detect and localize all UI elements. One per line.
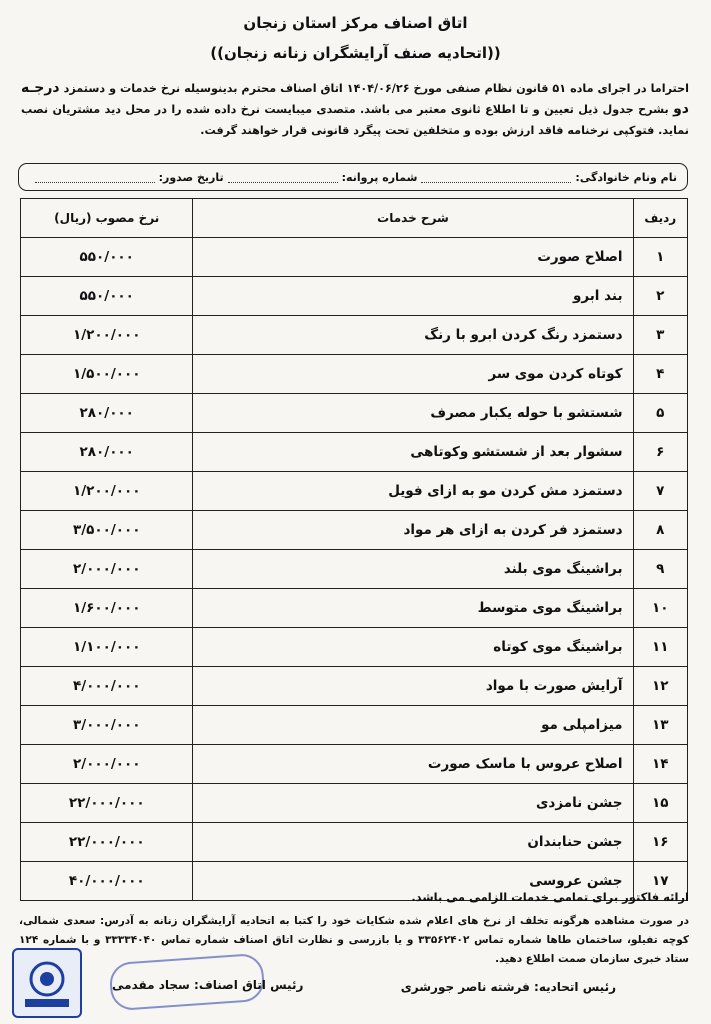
service-price: ۲/۰۰۰/۰۰۰ bbox=[21, 550, 193, 589]
row-number: ۱۰ bbox=[633, 589, 687, 628]
service-description: سشوار بعد از شستشو وکوتاهی bbox=[193, 433, 633, 472]
service-description: شستشو با حوله یکبار مصرف bbox=[193, 394, 633, 433]
chamber-logo-icon bbox=[12, 948, 82, 1018]
header-description: شرح خدمات bbox=[193, 199, 633, 238]
service-price: ۱/۵۰۰/۰۰۰ bbox=[21, 355, 193, 394]
service-price: ۱/۲۰۰/۰۰۰ bbox=[21, 472, 193, 511]
service-price: ۵۵۰/۰۰۰ bbox=[21, 277, 193, 316]
grade-label: درجـه دو bbox=[21, 80, 689, 117]
service-description: براشینگ موی کوتاه bbox=[193, 628, 633, 667]
table-row bbox=[21, 589, 688, 628]
service-description: جشن حنابندان bbox=[193, 823, 633, 862]
row-number: ۱ bbox=[633, 238, 687, 277]
document-subtitle: ((اتحادیه صنف آرایشگران زنانه زنجان)) bbox=[210, 44, 501, 62]
table-row bbox=[21, 511, 688, 550]
row-number: ۶ bbox=[633, 433, 687, 472]
service-price: ۲/۰۰۰/۰۰۰ bbox=[21, 745, 193, 784]
row-number: ۱۱ bbox=[633, 628, 687, 667]
issue-date-label: تاریخ صدور: bbox=[158, 170, 224, 184]
complaint-note: در صورت مشاهده هرگونه تخلف از نرخ های اعلام شده شکایات خود را کتبا به اتحادیه آرایشگران زنانه به آدرس: سعدی شمالی، کوچه تفیلو، ساختمان طاها شماره تماس ۳۳۵۶۲۴۰۲ و یا بازرسی و نظارت اتاق اصناف شماره تماس ۳۳۳۳۴۰۴۰ و با شماره ۱۲۴ ستاد خبری سازمان صمت اطلاع دهید. bbox=[19, 915, 689, 965]
service-description: دستمزد رنگ کردن ابرو با رنگ bbox=[193, 316, 633, 355]
row-number: ۱۶ bbox=[633, 823, 687, 862]
service-description: میزامپلی مو bbox=[193, 706, 633, 745]
service-description: براشینگ موی متوسط bbox=[193, 589, 633, 628]
row-number: ۱۴ bbox=[633, 745, 687, 784]
holder-info-box bbox=[18, 163, 688, 191]
intro-text-2: بشرح جدول ذیل تعیین و تا اطلاع ثانوی معتبر می باشد. متصدی میبایست نرخ داده شده را در محل دید مشتریان نصب نماید. فتوکپی نرخنامه فاقد ارزش بوده و متخلفین تحت پیگرد قانونی قرار خواهند گرفت. bbox=[21, 103, 689, 137]
row-number: ۱۵ bbox=[633, 784, 687, 823]
table-row bbox=[21, 628, 688, 667]
service-price: ۲۲/۰۰۰/۰۰۰ bbox=[21, 784, 193, 823]
row-number: ۳ bbox=[633, 316, 687, 355]
table-row bbox=[21, 823, 688, 862]
service-price: ۲۲/۰۰۰/۰۰۰ bbox=[21, 823, 193, 862]
license-blank bbox=[228, 172, 338, 183]
row-number: ۵ bbox=[633, 394, 687, 433]
service-price: ۲۸۰/۰۰۰ bbox=[21, 433, 193, 472]
service-description: براشینگ موی بلند bbox=[193, 550, 633, 589]
table-row bbox=[21, 667, 688, 706]
service-price: ۱/۲۰۰/۰۰۰ bbox=[21, 316, 193, 355]
intro-text-1: احتراما در اجرای ماده ۵۱ قانون نظام صنفی مورخ ۱۴۰۴/۰۶/۲۶ اتاق اصناف محترم بدینوسیله نرخ خدمات و دستمزد bbox=[63, 82, 689, 95]
row-number: ۱۷ bbox=[633, 862, 687, 901]
row-number: ۲ bbox=[633, 277, 687, 316]
name-blank bbox=[421, 172, 571, 183]
tariff-rows bbox=[21, 238, 688, 901]
service-description: بند ابرو bbox=[193, 277, 633, 316]
row-number: ۹ bbox=[633, 550, 687, 589]
service-description: جشن نامزدی bbox=[193, 784, 633, 823]
service-price: ۳/۰۰۰/۰۰۰ bbox=[21, 706, 193, 745]
service-price: ۳/۵۰۰/۰۰۰ bbox=[21, 511, 193, 550]
service-price: ۱/۶۰۰/۰۰۰ bbox=[21, 589, 193, 628]
invoice-note: ارائه فاکتور برای تمامی خدمات الزامی می باشد. bbox=[411, 890, 689, 904]
table-row bbox=[21, 784, 688, 823]
table-row bbox=[21, 550, 688, 589]
union-head-signature: رئیس اتحادیه: فرشته ناصر جورشری bbox=[400, 980, 616, 994]
table-row bbox=[21, 706, 688, 745]
intro-paragraph bbox=[21, 78, 689, 141]
service-price: ۴/۰۰۰/۰۰۰ bbox=[21, 667, 193, 706]
table-row bbox=[21, 238, 688, 277]
service-price: ۴۰/۰۰۰/۰۰۰ bbox=[21, 862, 193, 901]
table-row bbox=[21, 316, 688, 355]
row-number: ۸ bbox=[633, 511, 687, 550]
license-label: شماره پروانه: bbox=[341, 170, 418, 184]
row-number: ۴ bbox=[633, 355, 687, 394]
document-title: اتاق اصناف مرکز استان زنجان bbox=[243, 14, 468, 32]
row-number: ۱۲ bbox=[633, 667, 687, 706]
chamber-head-signature: رئیس اتاق اصناف: سجاد مقدمی bbox=[112, 978, 304, 992]
service-description: کوتاه کردن موی سر bbox=[193, 355, 633, 394]
service-description: دستمزد فر کردن به ازای هر مواد bbox=[193, 511, 633, 550]
service-description: اصلاح عروس با ماسک صورت bbox=[193, 745, 633, 784]
service-description: دستمزد مش کردن مو به ازای فویل bbox=[193, 472, 633, 511]
service-description: جشن عروسی bbox=[193, 862, 633, 901]
service-description: آرایش صورت با مواد bbox=[193, 667, 633, 706]
tariff-table bbox=[20, 198, 688, 901]
issue-date-blank bbox=[35, 172, 155, 183]
table-row bbox=[21, 472, 688, 511]
table-row bbox=[21, 394, 688, 433]
header-row-number: ردیف bbox=[633, 199, 687, 238]
row-number: ۱۳ bbox=[633, 706, 687, 745]
service-price: ۲۸۰/۰۰۰ bbox=[21, 394, 193, 433]
table-header-row bbox=[21, 199, 688, 238]
header-price: نرخ مصوب (ریال) bbox=[21, 199, 193, 238]
table-row bbox=[21, 433, 688, 472]
service-description: اصلاح صورت bbox=[193, 238, 633, 277]
table-row bbox=[21, 355, 688, 394]
service-price: ۵۵۰/۰۰۰ bbox=[21, 238, 193, 277]
name-label: نام ونام خانوادگی: bbox=[575, 170, 677, 184]
row-number: ۷ bbox=[633, 472, 687, 511]
service-price: ۱/۱۰۰/۰۰۰ bbox=[21, 628, 193, 667]
table-row bbox=[21, 745, 688, 784]
table-row bbox=[21, 277, 688, 316]
